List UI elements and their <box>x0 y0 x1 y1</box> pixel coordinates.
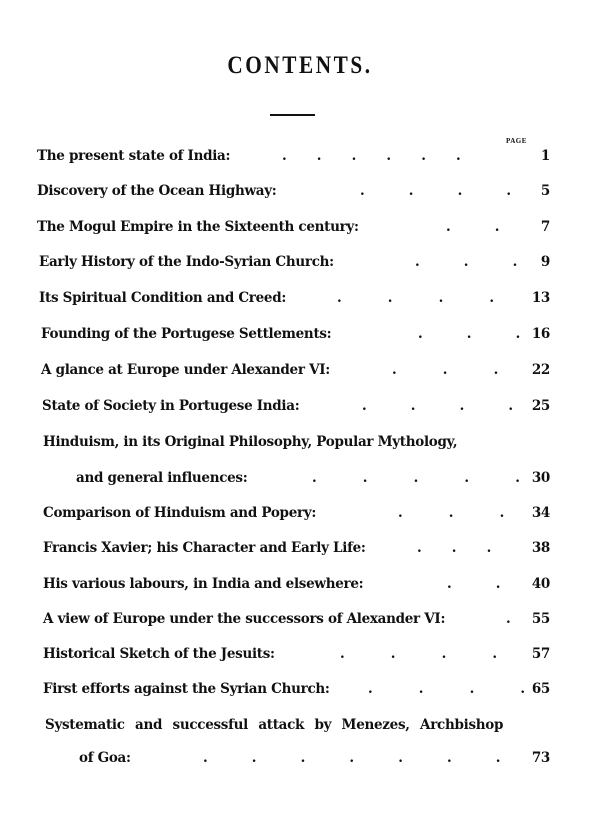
toc-entry-page: 34 <box>531 505 550 521</box>
toc-entry-title: Historical Sketch of the Jesuits: <box>43 646 275 662</box>
leader-dots: . <box>506 611 511 627</box>
toc-entry-title: of Goa: <box>79 750 131 766</box>
toc-entry-page: 7 <box>540 219 550 235</box>
toc-entry <box>0 290 600 312</box>
toc-entry-title: His various labours, in India and elsewhere: <box>43 576 364 592</box>
page-title: CONTENTS. <box>227 52 373 79</box>
toc-entry-title: State of Society in Portugese India: <box>42 398 300 414</box>
page-column-label: PAGE <box>506 137 527 145</box>
toc-entry-page: 57 <box>531 646 550 662</box>
toc-entry-page: 16 <box>531 326 550 342</box>
toc-entry <box>0 470 600 492</box>
leader-dots: . . . . <box>360 183 511 199</box>
leader-dots: . . . . <box>362 398 513 414</box>
toc-entry-title: Discovery of the Ocean Highway: <box>37 183 277 199</box>
toc-entry-page: 55 <box>531 611 550 627</box>
toc-entry <box>0 219 600 241</box>
leader-dots: . . . . <box>337 290 494 306</box>
toc-entry-page: 38 <box>531 540 550 556</box>
title-rule-divider <box>270 114 315 116</box>
toc-entry <box>0 750 600 772</box>
leader-dots: . . <box>447 576 501 592</box>
toc-entry <box>0 148 600 170</box>
leader-dots: . . . . <box>368 681 525 697</box>
toc-entry <box>0 540 600 562</box>
toc-entry-title: Its Spiritual Condition and Creed: <box>39 290 287 306</box>
toc-entry <box>0 362 600 384</box>
leader-dots: . . <box>446 219 500 235</box>
toc-entry-title: Systematic and successful attack by Menezes, Archbishop <box>45 717 504 733</box>
toc-entry <box>0 183 600 205</box>
leader-dots: . . . . . <box>312 470 520 486</box>
leader-dots: . . . . . . . <box>203 750 501 766</box>
toc-entry-title: and general influences: <box>76 470 248 486</box>
toc-entry-title: The present state of India: <box>37 148 231 164</box>
toc-entry <box>0 254 600 276</box>
toc-entry-page: 9 <box>540 254 550 270</box>
toc-entry-title: Early History of the Indo-Syrian Church: <box>39 254 334 270</box>
toc-entry-title: Francis Xavier; his Character and Early Life: <box>43 540 366 556</box>
toc-entry-page: 22 <box>531 362 550 378</box>
toc-entry-page: 25 <box>531 398 550 414</box>
toc-entry <box>0 505 600 527</box>
leader-dots: . . . <box>415 254 517 270</box>
toc-entry <box>0 717 600 739</box>
toc-entry-title: Comparison of Hinduism and Popery: <box>43 505 317 521</box>
toc-entry-title: A glance at Europe under Alexander VI: <box>41 362 330 378</box>
toc-entry-title: First efforts against the Syrian Church: <box>43 681 330 697</box>
toc-entry-page: 1 <box>540 148 550 164</box>
toc-entry-page: 65 <box>531 681 550 697</box>
leader-dots: . . . <box>417 540 491 556</box>
toc-entry <box>0 681 600 703</box>
toc-entry <box>0 576 600 598</box>
toc-entry-title: Hinduism, in its Original Philosophy, Popular Mythology, <box>43 434 458 450</box>
toc-entry-title: Founding of the Portugese Settlements: <box>41 326 332 342</box>
toc-entry <box>0 611 600 633</box>
toc-entry-page: 40 <box>531 576 550 592</box>
toc-entry <box>0 646 600 668</box>
toc-entry-page: 13 <box>531 290 550 306</box>
toc-entry <box>0 434 600 456</box>
leader-dots: . . . . . . <box>282 148 461 164</box>
toc-entry-page: 5 <box>540 183 550 199</box>
toc-entry-title: A view of Europe under the successors of Alexander VI: <box>43 611 446 627</box>
toc-entry <box>0 398 600 420</box>
leader-dots: . . . <box>418 326 520 342</box>
leader-dots: . . . . <box>340 646 497 662</box>
toc-entry <box>0 326 600 348</box>
leader-dots: . . . <box>392 362 498 378</box>
toc-entry-page: 73 <box>531 750 550 766</box>
toc-entry-page: 30 <box>531 470 550 486</box>
toc-entry-title: The Mogul Empire in the Sixteenth century: <box>37 219 359 235</box>
leader-dots: . . . <box>398 505 504 521</box>
